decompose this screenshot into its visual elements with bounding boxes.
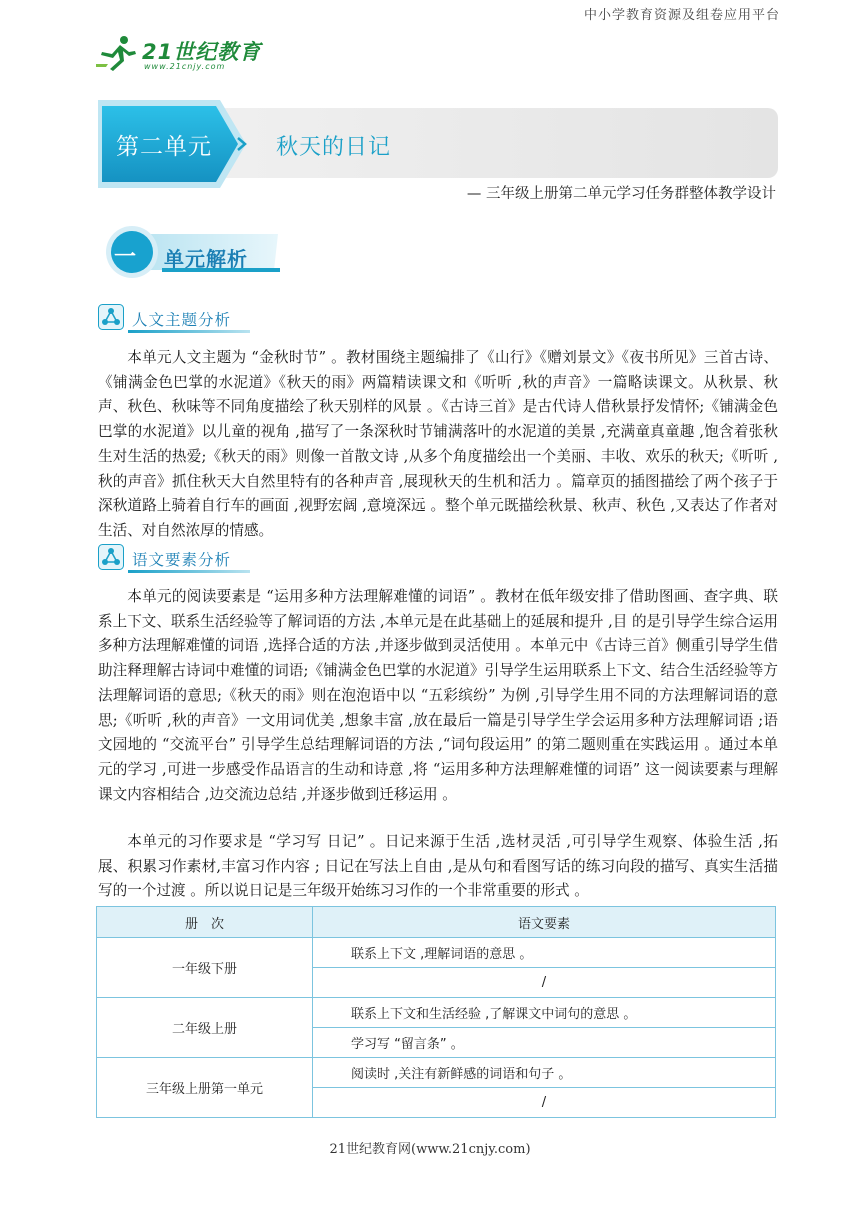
unit-title: 秋天的日记 xyxy=(276,135,392,160)
logo-title: 21世纪教育 xyxy=(142,40,262,64)
unit-subtitle: — 三年级上册第二单元学习任务群整体教学设计 xyxy=(466,186,776,202)
table-row xyxy=(97,1058,776,1088)
table-cell-grade: 一年级下册 xyxy=(97,938,313,998)
table-row xyxy=(97,998,776,1028)
table-row xyxy=(97,938,776,968)
table-cell-element: / xyxy=(313,1088,776,1118)
table-cell-grade: 三年级上册第一单元 xyxy=(97,1058,313,1118)
arrow-right-icon xyxy=(236,136,248,152)
language-heading xyxy=(98,544,258,576)
language-heading-label: 语文要素分析 xyxy=(132,551,232,569)
table-header-grade: 册 次 xyxy=(97,907,313,938)
humanities-paragraph: 本单元人文主题为 “金秋时节” 。教材围绕主题编排了《山行》《赠刘景文》《夜书所见》三首古诗、《铺满金色巴掌的水泥道》《秋天的雨》两篇精读课文和《听听 ,秋的声音》一篇略读课文。从秋景、秋声、秋色、秋味等不同角度描绘了秋天别样的风景 。《古诗三首》是古代诗人借秋景抒发情怀;《铺满金色巴掌的水泥道》以儿童的视角 ,描写了一条深秋时节铺满落叶的水泥道的美景 ,充满童真童趣 ,饱含着张秋生对生活的热爱;《秋天的雨》则像一首散文诗 ,从多个角度描绘出一个美丽、丰收、欢乐的秋天;《听听 ,秋的声音》抓住秋天大自然里特有的各种声音 ,展现秋天的生机和活力 。篇章页的插图描绘了两个孩子于深秋道路上骑着自行车的画面 ,视野宏阔 ,意境深远 。整个单元既描绘秋景、秋声、秋色 ,又表达了作者对生活、对自然浓厚的情感。 xyxy=(98,349,778,539)
table-cell-element: 联系上下文和生活经验 ,了解课文中词句的意思 。 xyxy=(313,998,776,1028)
network-nodes-icon xyxy=(98,544,124,570)
humanities-heading xyxy=(98,304,258,336)
table-cell-grade: 二年级上册 xyxy=(97,998,313,1058)
table-header-elements: 语文要素 xyxy=(313,907,776,938)
section-number: 一 xyxy=(114,245,137,270)
table-cell-element: 阅读时 ,关注有新鲜感的词语和句子 。 xyxy=(313,1058,776,1088)
table-cell-element: 学习写 “留言条” 。 xyxy=(313,1028,776,1058)
language-paragraph-1: 本单元的阅读要素是 “运用多种方法理解难懂的词语” 。教材在低年级安排了借助图画、查字典、联系上下文、联系生活经验等了解词语的方法 ,本单元是在此基础上的延展和提升 ,目 的是引导学生综合运用多种方法理解难懂的词语 ,选择合适的方法 ,并逐步做到灵活使用 。本单元中《古诗三首》侧重引导学生借助注释理解古诗词中难懂的词语;《铺满金色巴掌的水泥道》引导学生运用联系上下文、结合生活经验等方法理解词语的意思;《秋天的雨》则在泡泡语中以 “五彩缤纷” 为例 ,引导学生用不同的方法理解词语的意思;《听听 ,秋的声音》一文用词优美 ,想象丰富 ,放在最后一篇是引导学生学会运用多种方法理解词语 ;语文园地的 “交流平台” 引导学生总结理解词语的方法 ,“词句段运用” 的第二题则重在实践运用 。通过本单元的学习 ,可进一步感受作品语言的生动和诗意 ,将 “运用多种方法理解难懂的词语” 这一阅读要素与理解课文内容相结合 ,边交流边总结 ,并逐步做到迁移运用 。 xyxy=(98,588,778,803)
site-logo xyxy=(96,32,266,74)
table-cell-element: 联系上下文 ,理解词语的意思 。 xyxy=(313,938,776,968)
elements-table xyxy=(96,906,776,1118)
table-cell-element: / xyxy=(313,968,776,998)
heading-underline xyxy=(128,570,250,573)
humanities-heading-label: 人文主题分析 xyxy=(132,311,232,329)
page-footer: 21世纪教育网(www.21cnjy.com) xyxy=(329,1142,531,1157)
table-header-row xyxy=(97,907,776,938)
runner-logo-icon xyxy=(96,34,140,72)
language-paragraph-2: 本单元的习作要求是 “学习写 日记” 。日记来源于生活 ,选材灵活 ,可引导学生观察、体验生活 ,拓展、积累习作素材,丰富习作内容 ; 日记在写法上自由 ,是从句和看图写话的练习向段的描写、真实生活描写的一个过渡 。所以说日记是三年级开始练习习作的一个非常重要的形式 。 xyxy=(98,833,778,900)
unit-label: 第二单元 xyxy=(116,134,212,160)
platform-header: 中小学教育资源及组卷应用平台 xyxy=(583,8,780,23)
section-title: 单元解析 xyxy=(164,247,248,271)
heading-underline xyxy=(128,330,250,333)
network-nodes-icon xyxy=(98,304,124,330)
logo-url: www.21cnjy.com xyxy=(144,62,226,71)
